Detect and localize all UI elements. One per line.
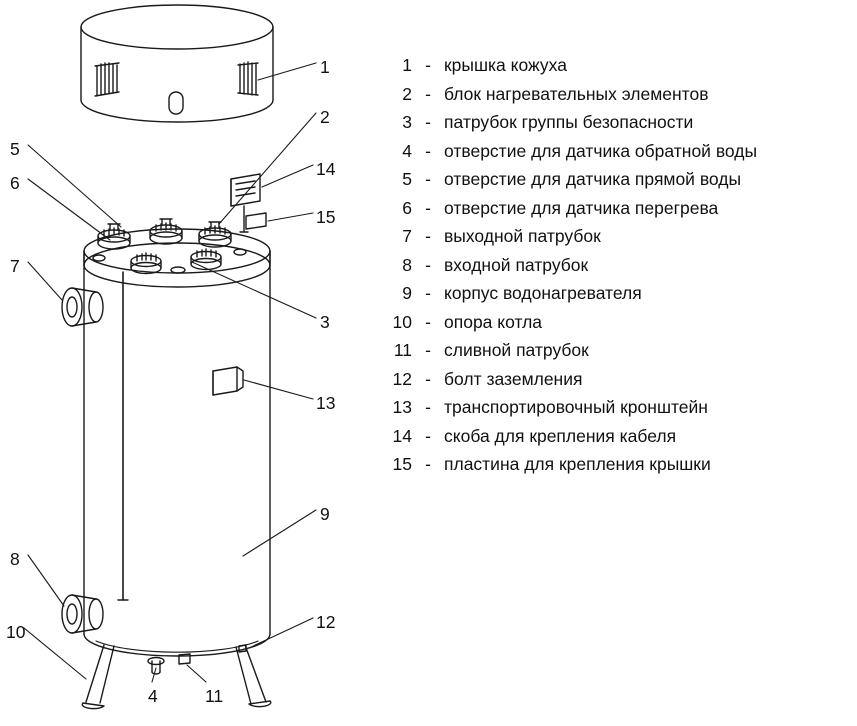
legend-item	[378, 112, 848, 141]
transport-bracket	[213, 367, 243, 395]
callout-1: 1	[320, 57, 330, 77]
legend-label: выходной патрубок	[444, 226, 601, 246]
legend-item	[378, 84, 848, 113]
legend-item	[378, 169, 848, 198]
legend-dash: -	[425, 169, 431, 189]
cover-cap	[81, 5, 273, 122]
legend-number: 13	[392, 397, 412, 417]
outlet-nozzle	[62, 288, 103, 326]
legend-number: 2	[402, 83, 412, 104]
legend-item	[378, 198, 848, 227]
legend-item	[378, 340, 848, 369]
legend-label: транспортировочный кронштейн	[444, 397, 708, 417]
callout-15: 15	[316, 207, 336, 227]
legend-label: патрубок группы безопасности	[444, 112, 694, 132]
legend-list	[378, 55, 848, 483]
legend-item	[378, 454, 848, 483]
callout-4: 4	[148, 686, 158, 706]
callout-5: 5	[10, 139, 20, 159]
callout-8: 8	[10, 549, 20, 569]
legend-number: 6	[402, 197, 412, 218]
callout-6: 6	[10, 173, 20, 193]
legend-item	[378, 283, 848, 312]
legend-label: корпус водонагревателя	[444, 283, 642, 303]
legend-number: 4	[402, 140, 412, 161]
legend-dash: -	[425, 112, 431, 132]
legend-item	[378, 369, 848, 398]
legend-label: входной патрубок	[444, 254, 589, 275]
legend-label: пластина для крепления крышки	[444, 454, 711, 474]
legend-number: 14	[392, 425, 412, 446]
legend-label: болт заземления	[444, 368, 583, 389]
legend-item	[378, 426, 848, 455]
callout-14: 14	[316, 159, 336, 179]
callout-3: 3	[320, 312, 330, 332]
legend-dash: -	[425, 340, 431, 360]
legend-number: 9	[402, 283, 412, 303]
legend-dash: -	[425, 83, 431, 104]
tank-body	[84, 229, 270, 656]
legend-item	[378, 312, 848, 341]
legend-item	[378, 226, 848, 255]
legend-number: 7	[402, 226, 412, 246]
legend-dash: -	[425, 55, 431, 75]
legend-dash: -	[425, 254, 431, 275]
legend-dash: -	[425, 197, 431, 218]
callout-13: 13	[316, 393, 336, 413]
lid-fixing-plate	[246, 213, 266, 229]
legend-dash: -	[425, 454, 431, 474]
callout-7: 7	[10, 256, 20, 276]
legend-dash: -	[425, 397, 431, 417]
callout-12: 12	[316, 612, 336, 632]
legend-label: отверстие для датчика прямой воды	[444, 169, 742, 189]
legend-label: крышка кожуха	[444, 55, 567, 75]
legend-number: 3	[402, 112, 412, 132]
legend-label: отверстие для датчика обратной воды	[444, 140, 758, 161]
legend-number: 8	[402, 254, 412, 275]
legend-label: сливной патрубок	[444, 340, 589, 360]
inlet-nozzle	[62, 595, 103, 633]
callout-10: 10	[6, 622, 26, 642]
legend-item	[378, 255, 848, 284]
legend-item	[378, 141, 848, 170]
leader-lines	[24, 63, 316, 682]
legend-number: 12	[392, 368, 412, 389]
legend-label: опора котла	[444, 311, 543, 332]
legend-item	[378, 55, 848, 84]
legend-dash: -	[425, 140, 431, 161]
callout-2: 2	[320, 107, 330, 127]
legend-number: 5	[402, 169, 412, 189]
callout-9: 9	[320, 504, 330, 524]
legend-number: 10	[392, 311, 412, 332]
legend-dash: -	[425, 283, 431, 303]
legend-dash: -	[425, 425, 431, 446]
legend-dash: -	[425, 226, 431, 246]
legend-label: отверстие для датчика перегрева	[444, 197, 719, 218]
legend-dash: -	[425, 368, 431, 389]
legend-label: блок нагревательных элементов	[444, 83, 709, 104]
legend-item	[378, 397, 848, 426]
legend-dash: -	[425, 311, 431, 332]
legend-number: 11	[393, 340, 412, 360]
callout-11: 11	[205, 686, 224, 706]
legend-number: 15	[392, 454, 412, 474]
legend-number: 1	[402, 55, 412, 75]
legend-label: скоба для крепления кабеля	[444, 425, 677, 446]
